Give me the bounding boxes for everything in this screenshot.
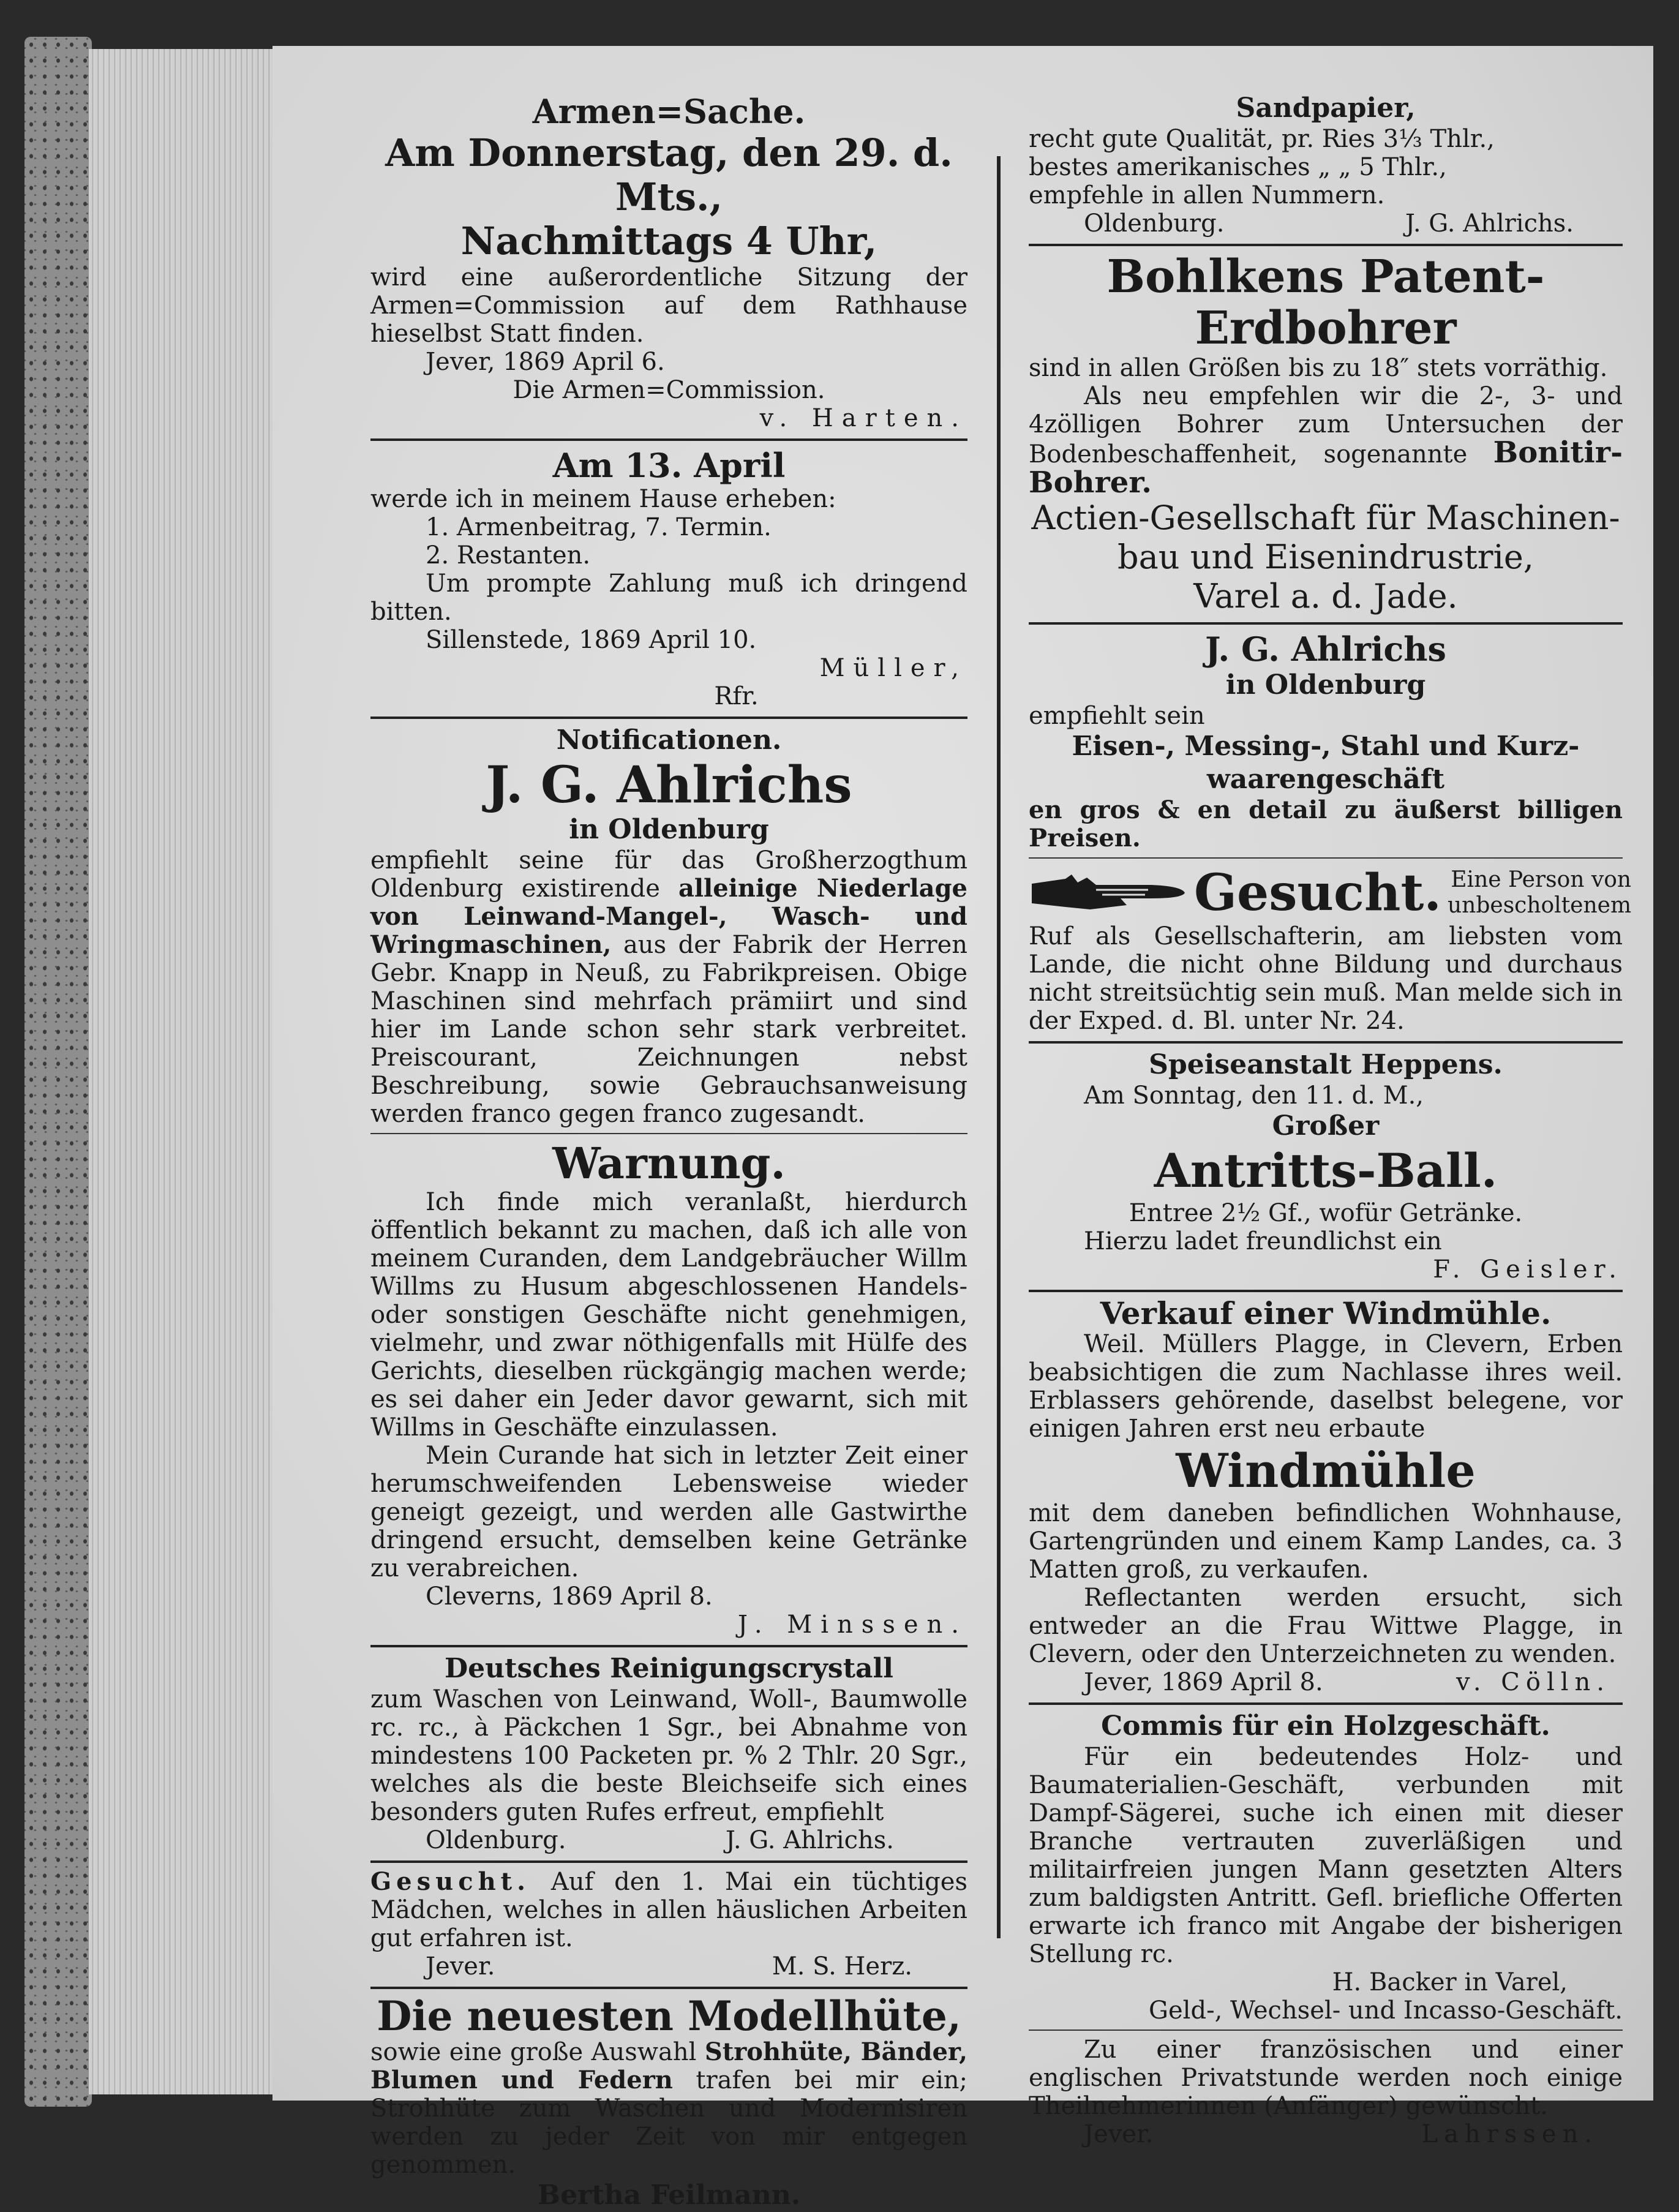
ad-paragraph: Reflectanten werden ersucht, sich entweder an die Frau Wittwe Plagge, in Clevern, oder den Unterzeichneten zu wenden. (1029, 1584, 1623, 1668)
separator (370, 1860, 967, 1863)
ad-commis (1029, 1710, 1623, 2025)
ad-signature: J. Minssen. (737, 1611, 967, 1639)
right-column (1029, 92, 1632, 2148)
ad-signature: v. Cölln. (1456, 1668, 1610, 1696)
pointing-hand-icon (1029, 871, 1188, 914)
ad-privatstunde (1029, 2036, 1623, 2148)
ad-place-date: Jever, 1869 April 6. (426, 348, 665, 376)
ad-title: Commis für ein Holzgeschäft. (1101, 1710, 1550, 1742)
ad-am-13-april (370, 446, 967, 710)
ad-windmuehle (1029, 1297, 1623, 1696)
ad-line: Entree 2½ Gf., wofür Getränke. (1129, 1199, 1523, 1227)
ad-signature-title: Rfr. (714, 682, 759, 710)
ad-line: empfehle in allen Nummern. (1029, 181, 1385, 209)
company-line: Actien-Gesellschaft für Maschinen- (1031, 498, 1620, 537)
ad-signature-business: Geld-, Wechsel- und Incasso-Geschäft. (1149, 1996, 1623, 2025)
ad-place: Jever, 1869 April 8. (1084, 1668, 1323, 1696)
ad-headline: Antritts-Ball. (1154, 1143, 1498, 1198)
firm-city: in Oldenburg (1225, 669, 1426, 701)
firm-name: J. G. Ahlrichs (1205, 630, 1446, 669)
ad-subtitle: Am Donnerstag, den 29. d. Mts., (385, 130, 953, 219)
ad-list-item: 2. Restanten. (426, 541, 591, 570)
ad-body (370, 1868, 967, 1952)
ad-footer (1029, 2120, 1623, 2148)
separator (370, 717, 967, 719)
ad-signature: v. Harten. (759, 404, 967, 432)
firm-city: in Oldenburg (569, 814, 769, 845)
ad-title: Die neuesten Modellhüte, (377, 1992, 961, 2040)
ad-title: Warnung. (552, 1138, 786, 1189)
ad-footer (370, 1952, 967, 1981)
ad-paragraph: Ich finde mich veranlaßt, hierdurch öffentlich bekannt zu machen, daß ich alle von meinem Curanden, dem Landgebräucher Willm Willms zu Husum abgeschlossenen Handels- oder sonstigen Geschäfte nicht genehmigen, vielmehr, und zwar nöthigenfalls mit Hülfe des Gerichts, dieselben rückgängig machen werde; es sei daher ein Jeder davor gewarnt, sich mit Willms in Geschäfte einzulassen. (370, 1188, 967, 1442)
ad-body-text: Auf den 1. Mai ein tüchtiges Mädchen, welches in allen häuslichen Arbeiten gut erfahren ist. (370, 1868, 967, 1952)
ad-body: Um prompte Zahlung muß ich dringend bitten. (370, 570, 967, 626)
ad-place-date: Sillenstede, 1869 April 10. (426, 626, 757, 654)
ad-body-text: trafen bei mir ein; Strohhüte zum Waschen und Modernisiren werden zu jeder Zeit von mir entgegen genommen. (370, 2066, 967, 2179)
separator (1029, 1702, 1623, 1705)
ad-footer (1029, 209, 1623, 238)
ad-list-item: 1. Armenbeitrag, 7. Termin. (426, 513, 772, 541)
ad-paragraph: Weil. Müllers Plagge, in Clevern, Erben beabsichtigen die zum Nachlasse ihres weil. Erblassers gehörende, daselbst belegene, vor einigen Jahren erst neu erbaute (1029, 1330, 1623, 1443)
ad-lead: Gesucht. (370, 1867, 531, 1896)
ad-signature: M. S. Herz. (772, 1952, 912, 1981)
ad-paragraph: Für ein bedeutendes Holz- und Baumaterialien-Geschäft, verbunden mit Dampf-Sägerei, suche ich einen mit dieser Branche vertrauten zuverläßigen und militairfreien jungen Mann gesetzten Alters zum baldigsten Antritt. Gefl. briefliche Offerten erwarte ich franco mit Angabe der bisherigen Stellung rc. (1029, 1743, 1623, 1968)
ad-ahlrichs-eisen (1029, 630, 1623, 852)
ad-paragraph: mit dem daneben befindlichen Wohnhause, Gartengründen und einem Kamp Landes, ca. 3 Matten groß, zu verkaufen. (1029, 1499, 1623, 1584)
ad-footer (1029, 1668, 1623, 1696)
ad-title: Speiseanstalt Heppens. (1149, 1049, 1503, 1080)
left-column (370, 92, 967, 2212)
ad-title: Deutsches Reinigungscrystall (445, 1653, 893, 1684)
separator (1029, 622, 1623, 625)
company-line: bau und Eisenindrustrie, (1117, 538, 1534, 576)
separator (370, 438, 967, 441)
ad-paragraph: Zu einer französischen und einer englischen Privatstunde werden noch einige Theilnehmerinnen (Anfänger) gewünscht. (1029, 2036, 1623, 2120)
ad-reinigungscrystall (370, 1652, 967, 1854)
ad-paragraph: Mein Curande hat sich in letzter Zeit einer herumschweifenden Lebensweise wieder geneigt gezeigt, und werden alle Gastwirthe dringend ersucht, demselben keine Getränke zu verabreichen. (370, 1442, 967, 1582)
ad-line: Am Sonntag, den 11. d. M., (1084, 1082, 1424, 1110)
book-cover-edge (24, 37, 92, 2107)
ad-place-date: Cleverns, 1869 April 8. (426, 1582, 713, 1611)
ad-emphasis: waarengeschäft (1206, 764, 1445, 795)
ad-body-emphasis: alleinige Niederlage von Leinwand-Mangel-, Wasch- und Wringmaschinen, (370, 874, 968, 959)
ad-signature: J. G. Ahlrichs. (725, 1826, 894, 1854)
ad-side-text: Eine Person von unbescholtenem (1447, 867, 1632, 918)
ad-body (370, 2038, 967, 2179)
ad-place: Jever. (426, 1952, 495, 1981)
separator (370, 1645, 967, 1647)
ad-notificationen (370, 724, 967, 1128)
ad-line: bestes amerikanisches „ „ 5 Thlr., (1029, 153, 1447, 181)
separator (1029, 1290, 1623, 1292)
ad-subtitle: Nachmittags 4 Uhr, (460, 219, 877, 263)
separator (1029, 244, 1623, 246)
ad-footer (370, 1826, 967, 1854)
ad-subtitle: Großer (1272, 1110, 1380, 1142)
ad-signature: Bertha Feilmann. (537, 2180, 801, 2211)
ad-armen-sache (370, 92, 967, 432)
company-line: Varel a. d. Jade. (1193, 577, 1458, 615)
ad-line: en gros & en detail zu äußerst billigen Preisen. (1029, 796, 1623, 852)
ad-sandpapier (1029, 92, 1623, 238)
ad-signature: F. Geisler. (1433, 1255, 1623, 1284)
ad-headline: Windmühle (1176, 1443, 1476, 1498)
ad-body (1029, 382, 1623, 498)
ad-body: Ruf als Gesellschafterin, am liebsten vom Lande, die nicht ohne Bildung und durchaus nicht streitsüchtig sein muß. Man melde sich in der Exped. d. Bl. unter Nr. 24. (1029, 922, 1623, 1035)
separator (370, 1133, 967, 1134)
separator (370, 1987, 967, 1989)
ad-line: recht gute Qualität, pr. Ries 3⅓ Thlr., (1029, 125, 1495, 153)
ad-body-text: empfiehlt seine für das Großherzogthum Oldenburg existirende (370, 846, 967, 903)
ad-body: zum Waschen von Leinwand, Woll-, Baumwolle rc. rc., à Päckchen 1 Sgr., bei Abnahme von mindestens 100 Packeten pr. % 2 Thlr. 20 Sgr., welches als die beste Bleichseife sich eines besonders guten Rufes erfreut, empfiehlt (370, 1685, 967, 1826)
separator (1029, 2030, 1623, 2031)
ad-title: Am 13. April (552, 446, 786, 485)
ad-body-text: Als neu empfehlen wir die 2-, 3- und 4zölligen Bohrer zum Untersuchen der Bodenbeschaffenheit, sogenannte (1029, 382, 1623, 468)
separator (1029, 1041, 1623, 1044)
ad-body (370, 846, 967, 1128)
ad-signature: Müller, (819, 654, 967, 682)
ad-body-emphasis: Bonitir-Bohrer. (1029, 435, 1623, 500)
ad-org: Die Armen=Commission. (513, 376, 825, 404)
column-divider (997, 156, 1001, 1938)
ad-body: wird eine außerordentliche Sitzung der Armen=Commission auf dem Rathhause hieselbst Statt finden. (370, 263, 967, 348)
ad-signature: J. G. Ahlrichs. (1405, 209, 1574, 238)
section-title: Notificationen. (556, 724, 782, 756)
ad-speiseanstalt (1029, 1048, 1623, 1284)
ad-body-text: sowie eine große Auswahl (370, 2038, 697, 2066)
ad-line: empfiehlt sein (1029, 702, 1205, 730)
ad-title: Verkauf einer Windmühle. (1100, 1295, 1552, 1331)
ad-header (1029, 863, 1632, 922)
ad-title: Bohlkens Patent-Erdbohrer (1106, 250, 1545, 355)
ad-body-emphasis: Strohhüte, Bänder, Blumen und Federn (370, 2037, 967, 2094)
ad-modellhuete (370, 1994, 967, 2212)
ad-line: sind in allen Größen bis zu 18″ stets vorräthig. (1029, 354, 1608, 382)
ad-place: Oldenburg. (426, 1826, 566, 1854)
ad-place: Jever. (1084, 2120, 1154, 2148)
ad-body-text: aus der Fabrik der Herren Gebr. Knapp in Neuß, zu Fabrikpreisen. Obige Maschinen sind mehrfach prämiirt und sind hier im Lande schon sehr stark verbreitet. Preiscourant, Zeichnungen nebst Beschreibung, sowie Gebrauchsanweisung werden franco gegen franco zugesandt. (370, 931, 967, 1128)
ad-body: werde ich in meinem Hause erheben: (370, 485, 836, 513)
firm-name: J. G. Ahlrichs (486, 756, 852, 814)
ad-line: Hierzu ladet freundlichst ein (1084, 1227, 1442, 1255)
ad-title: Gesucht. (1194, 863, 1441, 922)
separator (1029, 857, 1623, 859)
ad-title: Armen=Sache. (532, 92, 806, 131)
ad-signature: Lahrssen. (1421, 2120, 1598, 2148)
ad-gesucht-gesellschafterin (1029, 863, 1632, 1035)
ad-warnung (370, 1139, 967, 1639)
page-edges (89, 49, 272, 2094)
ad-place: Oldenburg. (1084, 209, 1225, 238)
ad-erdbohrer (1029, 251, 1623, 616)
ad-title: Sandpapier, (1236, 92, 1416, 124)
ad-gesucht-maedchen (370, 1868, 967, 1981)
ad-emphasis: Eisen-, Messing-, Stahl und Kurz- (1072, 731, 1580, 762)
ad-signature: H. Backer in Varel, (1332, 1968, 1568, 1996)
